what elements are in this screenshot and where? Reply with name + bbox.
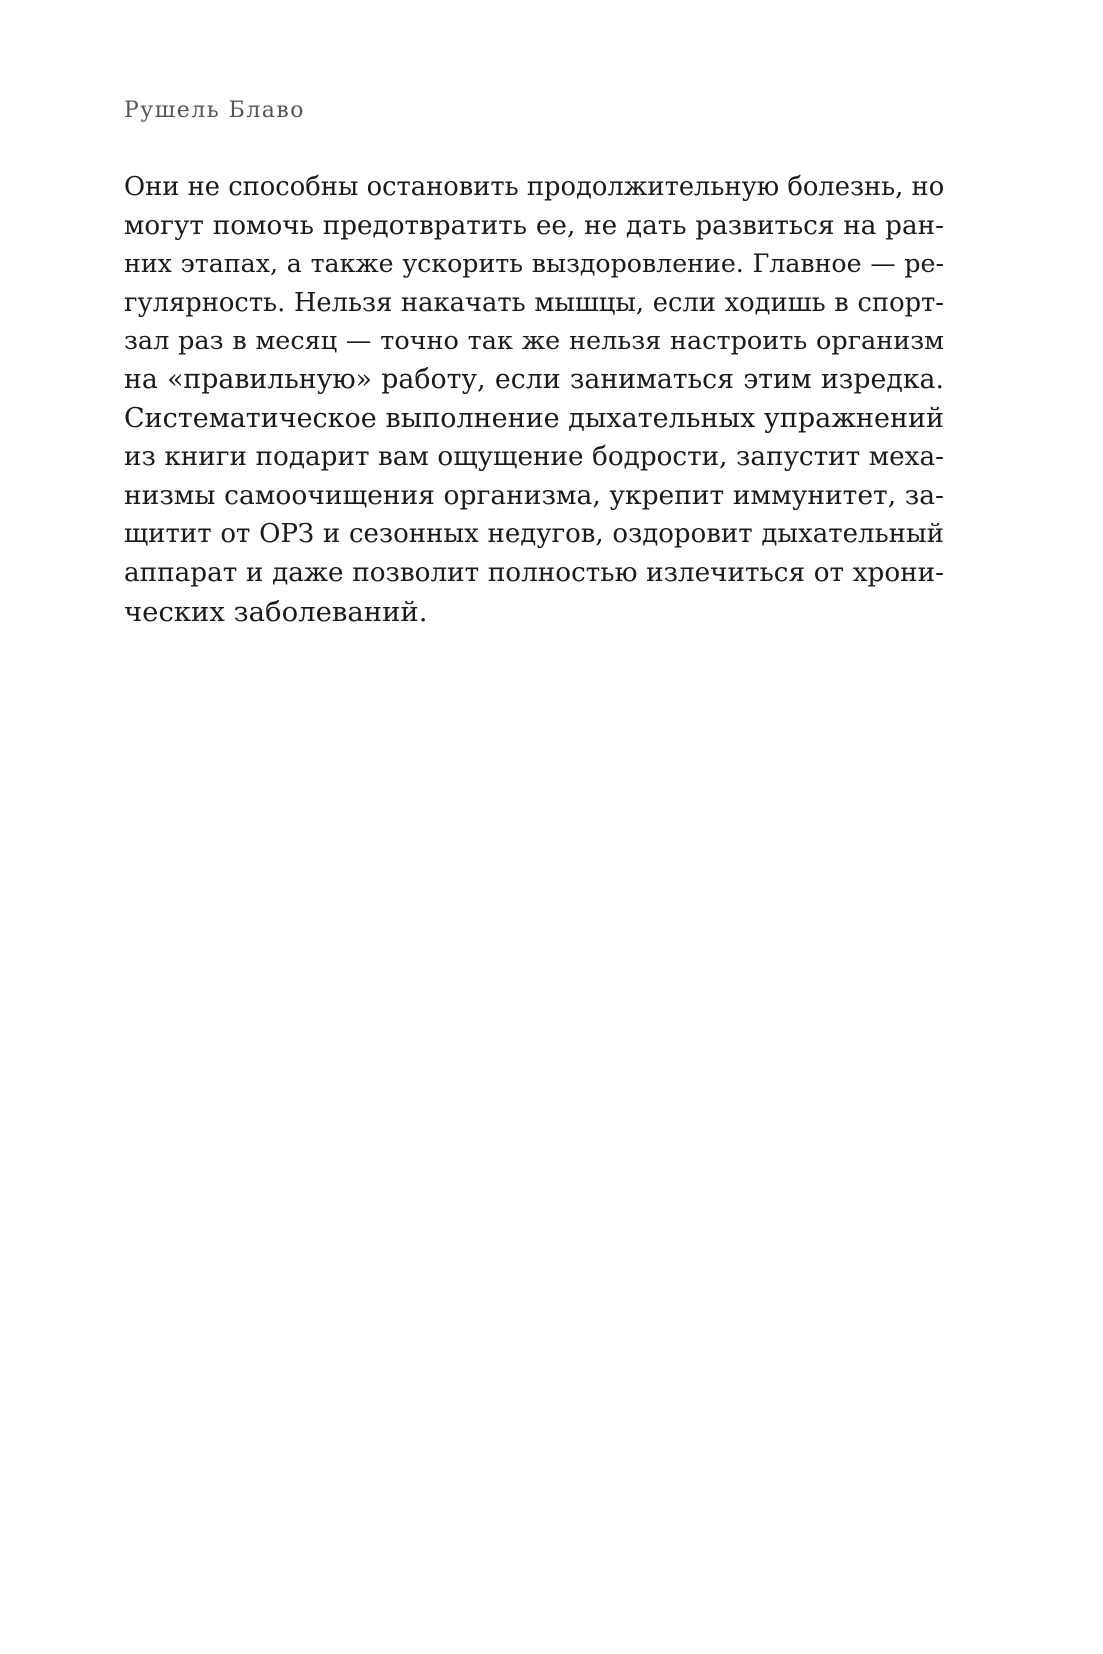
body-paragraph bbox=[124, 168, 944, 631]
text-line: гулярность. Нельзя накачать мышцы, если ходишь в спорт- bbox=[124, 287, 944, 318]
text-line: низмы самоочищения организма, укрепит иммунитет, за- bbox=[124, 479, 944, 511]
text-line: Они не способны остановить продолжительную болезнь, но bbox=[124, 172, 944, 202]
text-line-last: ческих заболеваний. bbox=[124, 595, 428, 628]
text-line: из книги подарит вам ощущение бодрости, запустит меха- bbox=[124, 442, 944, 473]
text-line: аппарат и даже позволит полностью излечиться от хрони- bbox=[124, 557, 944, 588]
text-line: щитит от ОРЗ и сезонных недугов, оздоровит дыхательный bbox=[124, 519, 944, 550]
text-line: могут помочь предотвратить ее, не дать развиться на ран- bbox=[124, 210, 944, 241]
text-line: на «правильную» работу, если заниматься этим изредка. bbox=[124, 363, 944, 395]
text-line: зал раз в месяц — точно так же нельзя настроить организм bbox=[124, 326, 944, 357]
running-head-author: Рушель Блаво bbox=[124, 98, 306, 123]
text-line: них этапах, а также ускорить выздоровление. Главное — ре- bbox=[124, 249, 944, 279]
text-line: Систематическое выполнение дыхательных упражнений bbox=[124, 402, 944, 434]
